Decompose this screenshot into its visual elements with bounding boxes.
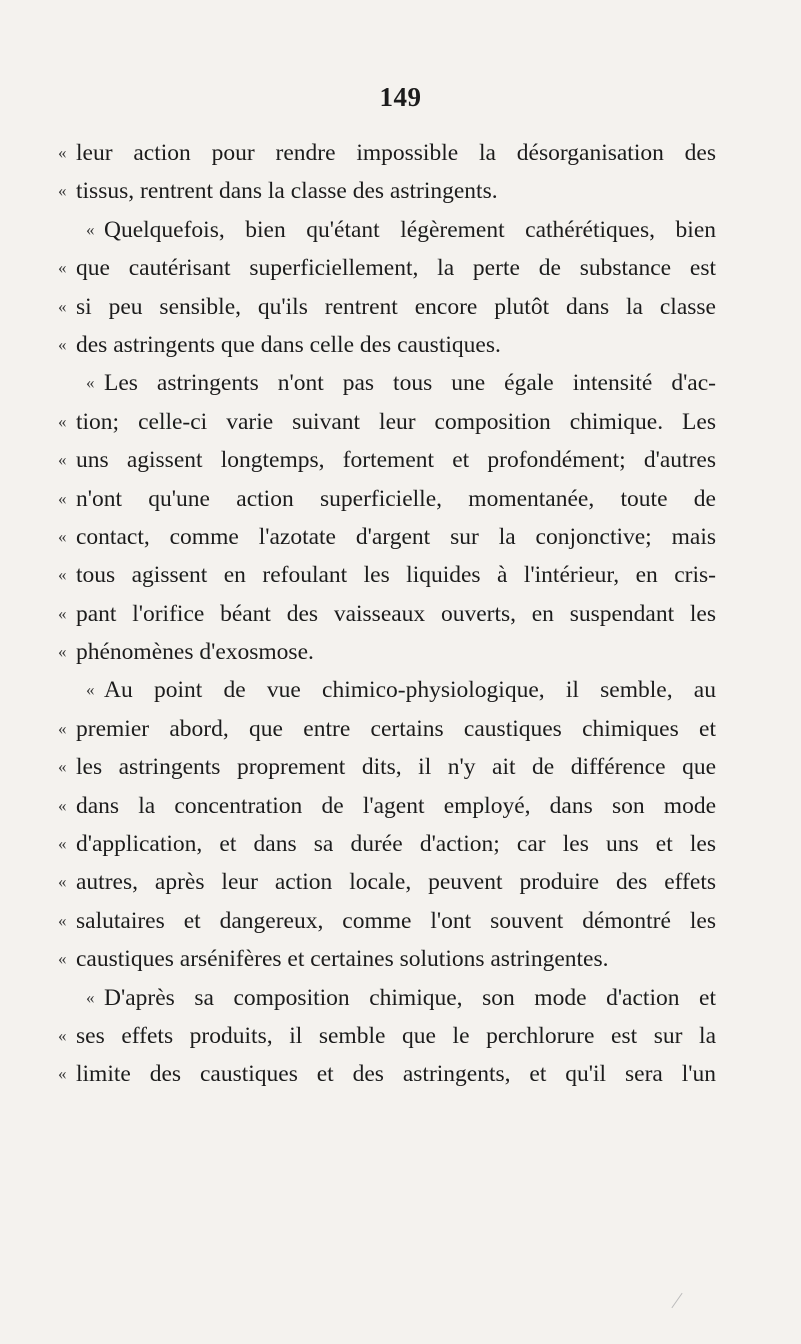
text-line: [58, 710, 716, 748]
text-line: [76, 671, 716, 709]
text-line: [76, 364, 716, 402]
text-line: [76, 979, 716, 1017]
line-text: tous agissent en refoulant les liquides à l'intérieur, en cris-: [76, 562, 716, 589]
line-text: tion; celle-ci varie suivant leur composition chimique. Les: [76, 408, 716, 435]
line-text: caustiques arsénifères et certaines solutions astringentes.: [76, 946, 609, 973]
line-text: phénomènes d'exosmose.: [76, 639, 314, 666]
line-text: pant l'orifice béant des vaisseaux ouverts, en suspendant les: [76, 600, 716, 627]
quote-mark: «: [58, 450, 67, 470]
text-line: [58, 556, 716, 594]
quote-mark: «: [58, 910, 67, 930]
line-text: uns agissent longtemps, fortement et profondément; d'autres: [76, 447, 716, 474]
text-line: [58, 1055, 716, 1093]
paper-mark: [671, 1293, 682, 1308]
quote-mark: «: [86, 680, 95, 700]
line-text: salutaires et dangereux, comme l'ont souvent démontré les: [76, 907, 716, 934]
line-text: autres, après leur action locale, peuvent produire des effets: [76, 869, 716, 896]
line-text: des astringents que dans celle des caustiques.: [76, 331, 501, 358]
line-text: dans la concentration de l'agent employé, dans son mode: [76, 792, 716, 819]
quote-mark: «: [58, 872, 67, 892]
quote-mark: «: [58, 603, 67, 623]
quote-mark: «: [86, 373, 95, 393]
quote-mark: «: [58, 411, 67, 431]
line-text: Quelquefois, bien qu'étant légèrement cathérétiques, bien: [104, 216, 716, 243]
quote-mark: «: [58, 1025, 67, 1045]
quote-mark: «: [58, 757, 67, 777]
text-line: [58, 172, 716, 210]
quote-mark: «: [58, 143, 67, 162]
line-text: Les astringents n'ont pas tous une égale intensité d'ac-: [104, 370, 716, 397]
line-text: limite des caustiques et des astringents, et qu'il sera l'un: [76, 1061, 716, 1088]
text-line: [58, 595, 716, 633]
text-line: [58, 403, 716, 441]
quote-mark: «: [86, 219, 95, 239]
line-text: ses effets produits, il semble que le perchlorure est sur la: [76, 1022, 716, 1049]
line-text: contact, comme l'azotate d'argent sur la conjonctive; mais: [76, 523, 716, 550]
text-line: [58, 863, 716, 901]
text-line: [58, 288, 716, 326]
quote-mark: «: [58, 296, 67, 316]
text-line: [58, 1017, 716, 1055]
line-text: D'après sa composition chimique, son mode d'action et: [104, 984, 716, 1011]
line-text: d'application, et dans sa durée d'action; car les uns et les: [76, 831, 716, 858]
quote-mark: «: [58, 642, 67, 662]
line-text: Au point de vue chimico-physiologique, il semble, au: [104, 677, 716, 704]
text-line: [58, 787, 716, 825]
line-text: que cautérisant superficiellement, la perte de substance est: [76, 255, 716, 282]
text-line: [58, 480, 716, 518]
quote-mark: «: [58, 949, 67, 969]
line-text: si peu sensible, qu'ils rentrent encore plutôt dans la classe: [76, 293, 716, 320]
quote-mark: «: [58, 795, 67, 815]
body-text: [58, 134, 716, 1094]
text-line: [58, 134, 716, 172]
quote-mark: «: [58, 181, 67, 201]
text-line: [58, 441, 716, 479]
text-line: [58, 748, 716, 786]
text-line: [58, 326, 716, 364]
quote-mark: «: [86, 987, 95, 1007]
line-text: tissus, rentrent dans la classe des astringents.: [76, 178, 498, 205]
line-text: n'ont qu'une action superficielle, momentanée, toute de: [76, 485, 716, 512]
text-line: [58, 902, 716, 940]
text-line: [76, 211, 716, 249]
quote-mark: «: [58, 526, 67, 546]
quote-mark: «: [58, 334, 67, 354]
text-line: [58, 249, 716, 287]
page-number: 149: [379, 82, 422, 112]
text-line: [58, 940, 716, 978]
text-line: [58, 518, 716, 556]
quote-mark: «: [58, 834, 67, 854]
quote-mark: «: [58, 718, 67, 738]
text-line: [58, 825, 716, 863]
quote-mark: «: [58, 565, 67, 585]
line-text: leur action pour rendre impossible la désorganisation des: [76, 140, 716, 166]
quote-mark: «: [58, 488, 67, 508]
text-line: [58, 633, 716, 671]
line-text: les astringents proprement dits, il n'y ait de différence que: [76, 754, 716, 781]
line-text: premier abord, que entre certains caustiques chimiques et: [76, 715, 716, 742]
quote-mark: «: [58, 1064, 67, 1084]
quote-mark: «: [58, 258, 67, 278]
